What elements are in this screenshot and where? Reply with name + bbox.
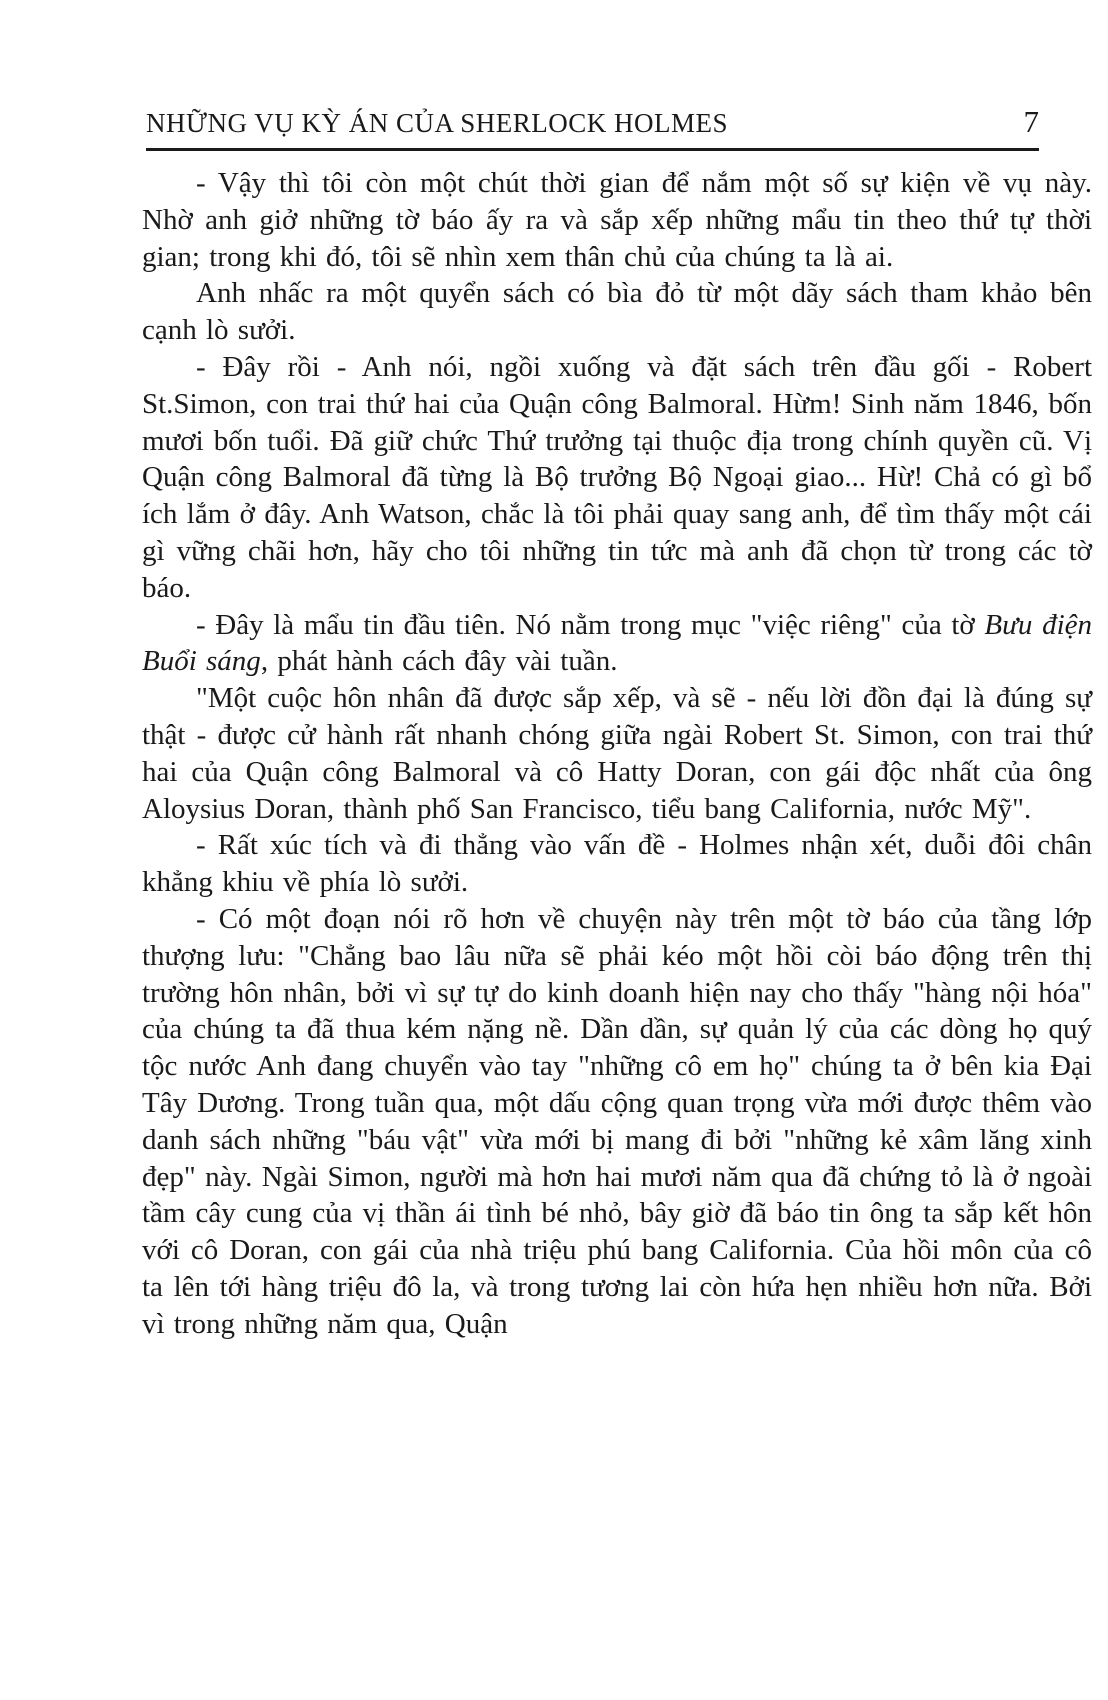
page-header — [146, 106, 1039, 139]
text-run: Anh nhấc ra một quyển sách có bìa đỏ từ một dãy sách tham khảo bên cạnh lò sưởi. — [142, 277, 1092, 347]
text-run: - Đây là mẩu tin đầu tiên. Nó nằm trong mục "việc riêng" của tờ — [196, 608, 985, 641]
italic-text-run: Bưu điện Buổi sáng — [142, 608, 1092, 678]
paragraph — [142, 607, 1092, 681]
paragraph — [142, 901, 1092, 1343]
text-run: , phát hành cách đây vài tuần. — [260, 645, 618, 678]
paragraph — [142, 349, 1092, 607]
page-number: 7 — [1023, 104, 1039, 139]
paragraph — [142, 827, 1092, 901]
text-run: - Vậy thì tôi còn một chút thời gian để nắm một số sự kiện về vụ này. Nhờ anh giở những tờ báo ấy ra và sắp xếp những mẩu tin theo thứ tự thời gian; trong khi đó, tôi sẽ nhìn xem thân chủ của chúng ta là ai. — [142, 167, 1092, 273]
paragraph — [142, 165, 1092, 275]
text-run: "Một cuộc hôn nhân đã được sắp xếp, và sẽ - nếu lời đồn đại là đúng sự thật - được cử hành rất nhanh chóng giữa ngài Robert St. Simon, con trai thứ hai của Quận công Balmoral và cô Hatty Doran, con gái độc nhất của ông Aloysius Doran, thành phố San Francisco, tiểu bang California, nước Mỹ". — [142, 682, 1092, 825]
text-run: - Rất xúc tích và đi thẳng vào vấn đề - Holmes nhận xét, duỗi đôi chân khẳng khiu về phía lò sưởi. — [142, 829, 1092, 899]
text-run: - Có một đoạn nói rõ hơn về chuyện này trên một tờ báo của tầng lớp thượng lưu: "Chẳng bao lâu nữa sẽ phải kéo một hồi còi báo động trên thị trường hôn nhân, bởi vì sự tự do kinh doanh hiện nay cho thấy "hàng nội hóa" của chúng ta đã thua kém nặng nề. Dần dần, sự quản lý của các dòng họ quý tộc nước Anh đang chuyển vào tay "những cô em họ" chúng ta ở bên kia Đại Tây Dương. Trong tuần qua, một dấu cộng quan trọng vừa mới được thêm vào danh sách những "báu vật" vừa mới bị mang đi bởi "những kẻ xâm lăng xinh đẹp" này. Ngài Simon, người mà hơn hai mươi năm qua đã chứng tỏ là ở ngoài tầm cây cung của vị thần ái tình bé nhỏ, bây giờ đã báo tin ông ta sắp kết hôn với cô Doran, con gái của nhà triệu phú bang California. Của hồi môn của cô ta lên tới hàng triệu đô la, và trong tương lai còn hứa hẹn nhiều hơn nữa. Bởi vì trong những năm qua, Quận — [142, 902, 1092, 1340]
body-text — [142, 165, 1092, 1343]
running-title: NHỮNG VỤ KỲ ÁN CỦA SHERLOCK HOLMES — [146, 108, 728, 138]
text-run: - Đây rồi - Anh nói, ngồi xuống và đặt sách trên đầu gối - Robert St.Simon, con trai thứ hai của Quận công Balmoral. Hừm! Sinh năm 1846, bốn mươi bốn tuổi. Đã giữ chức Thứ trưởng tại thuộc địa trong chính quyền cũ. Vị Quận công Balmoral đã từng là Bộ trưởng Bộ Ngoại giao... Hừ! Chả có gì bổ ích lắm ở đây. Anh Watson, chắc là tôi phải quay sang anh, để tìm thấy một cái gì vững chãi hơn, hãy cho tôi những tin tức mà anh đã chọn từ trong các tờ báo. — [142, 350, 1092, 604]
paragraph — [142, 275, 1092, 349]
header-rule — [146, 148, 1039, 151]
paragraph — [142, 680, 1092, 827]
